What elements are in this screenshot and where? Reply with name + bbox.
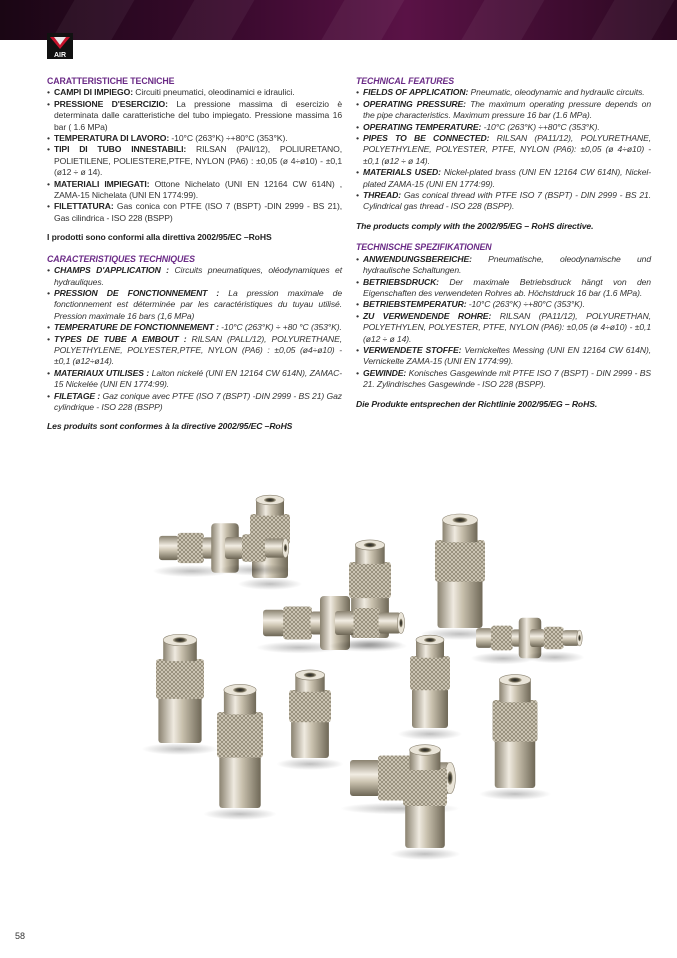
compliance-note-fr: Les produits sont conformes à la directive 2002/95/EC –RoHS [47,421,293,432]
list-item: • VERWENDETE STOFFE: Vernickeltes Messing (UNI EN 12164 CW 614N), Vernickelte ZAMA-15 (UNI EN 1774:99). [356,345,651,368]
logo-text: AIR [53,52,67,59]
list-en [356,87,651,212]
list-item: • OPERATING TEMPERATURE: -10°C (263°K) ÷+80°C (353°K). [356,122,651,133]
list-item: • PRESSIONE D'ESERCIZIO: La pressione massima di esercizio è determinata dalle caratteristiche del tubo impiegato. Pressione massima 16 bar ( 1.6 MPa) [47,99,342,133]
list-item: • MATERIALI IMPIEGATI: Ottone Nichelato (UNI EN 12164 CW 614N) , ZAMA-15 Nichelata (UNI EN 1774:99). [47,179,342,202]
list-item: • TEMPERATURE DE FONCTIONNEMENT : -10°C (263°K) ÷ +80 °C (353°K). [47,322,342,333]
compliance-note-it: I prodotti sono conformi alla direttiva 2002/95/EC –RoHS [47,232,272,243]
list-it [47,87,342,224]
section-title-de: TECHNISCHE SPEZIFIKATIONEN [356,242,492,253]
header-banner [0,0,677,40]
product-photo-fittings [120,488,590,898]
section-title-en: TECHNICAL FEATURES [356,76,455,86]
list-item: • PRESSION DE FONCTIONNEMENT : La pression maximale de fonctionnement est déterminée par les caractéristiques du tuyau utilisé. Pression maximale 16 bars (1,6 MPa) [47,288,342,322]
list-item: • THREAD: Gas conical thread with PTFE ISO 7 (BSPT) - DIN 2999 - BS 21. Cylindrical gas thread - ISO 228 (BSPP). [356,190,651,213]
list-item: • BETRIEBSDRUCK: Der maximale Betriebsdruck hängt von den Eigenschaften des verwendeten Rohres ab. Höchstdruck 16 bar (1.6 MPa). [356,277,651,300]
list-item: • OPERATING PRESSURE: The maximum operating pressure depends on the pipe characteristics. Maximum pressure 16 bar (1.6 MPa). [356,99,651,122]
company-logo [47,33,73,59]
list-item: • TYPES DE TUBE A EMBOUT : RILSAN (PALL/12), POLYURETHANE, POLYETHYLENE, POLYESTER,PTFE, NYLON (PA6) : ±0,05 (ø4÷ø10) - ±0,1 (ø12÷ø14). [47,334,342,368]
list-item: • TIPI DI TUBO INNESTABILI: RILSAN (PAll/12), POLIURETANO, POLIETILENE, POLIESTERE,PTFE, NYLON (PA6) : ±0,05 (ø 4÷ø10) - ±0,1 (ø12 ÷ ø 14). [47,144,342,178]
list-item: • CHAMPS D'APPLICATION : Circuits pneumatiques, oléodynamiques et hydrauliques. [47,265,342,288]
list-item: • PIPES TO BE CONNECTED: RILSAN (PA11/12), POLYURETHANE, POLYETHYLENE, POLYESTER, PTFE, NYLON (PA6): ±0,05 (ø 4÷ø10) - ±0,1 (ø12 ÷ ø 14). [356,133,651,167]
list-item: • ANWENDUNGSBEREICHE: Pneumatische, oleodynamische und hydraulische Schaltungen. [356,254,651,277]
list-item: • CAMPI DI IMPIEGO: Circuiti pneumatici, oleodinamici e idraulici. [47,87,342,98]
page-number: 58 [15,931,26,941]
section-title-it: CARATTERISTICHE TECNICHE [47,76,175,86]
right-column [356,76,651,410]
list-de [356,254,651,391]
list-item: • MATERIAUX UTILISES : Laiton nickelé (UNI EN 12164 CW 614N), ZAMAC-15 Nickelée (UNI EN 1774:99). [47,368,342,391]
section-title-fr: CARACTERISTIQUES TECHNIQUES [47,253,195,264]
list-item: • BETRIEBSTEMPERATUR: -10°C (263°K) ÷+80°C (353°K). [356,299,651,310]
list-item: • MATERIALS USED: Nickel-plated brass (UNI EN 12164 CW 614N), Nickel-plated ZAMA-15 (UNI EN 1774:99). [356,167,651,190]
list-item: • TEMPERATURA DI LAVORO: -10°C (263°K) ÷+80°C (353°K). [47,133,342,144]
list-item: • FILETTATURA: Gas conica con PTFE (ISO 7 (BSPT) -DIN 2999 - BS 21), Gas cilindrica - ISO 228 (BSPP) [47,201,342,224]
compliance-note-en: The products comply with the 2002/95/EG – RoHS directive. [356,220,594,231]
compliance-note-de: Die Produkte entsprechen der Richtlinie 2002/95/EG – RoHS. [356,398,598,409]
list-item: • FIELDS OF APPLICATION: Pneumatic, oleodynamic and hydraulic circuits. [356,87,651,98]
list-item: • FILETAGE : Gaz conique avec PTFE (ISO 7 (BSPT) -DIN 2999 - BS 21) Gaz cylindrique - ISO 228 (BSPP) [47,391,342,414]
list-item: • ZU VERWENDENDE ROHRE: RILSAN (PA11/12), POLYURETHAN, POLYETHYLEN, POLYESTER, PTFE, NYLON (PA6): ±0,05 (ø 4÷ø10) - ±0,1 (ø12 ÷ ø 14). [356,311,651,345]
list-item: • GEWINDE: Konisches Gasgewinde mit PTFE ISO 7 (BSPT) - DIN 2999 - BS 21. Zylindrisches Gasgewinde - ISO 228 (BSPP). [356,368,651,391]
left-column [47,76,342,433]
list-fr [47,265,342,413]
